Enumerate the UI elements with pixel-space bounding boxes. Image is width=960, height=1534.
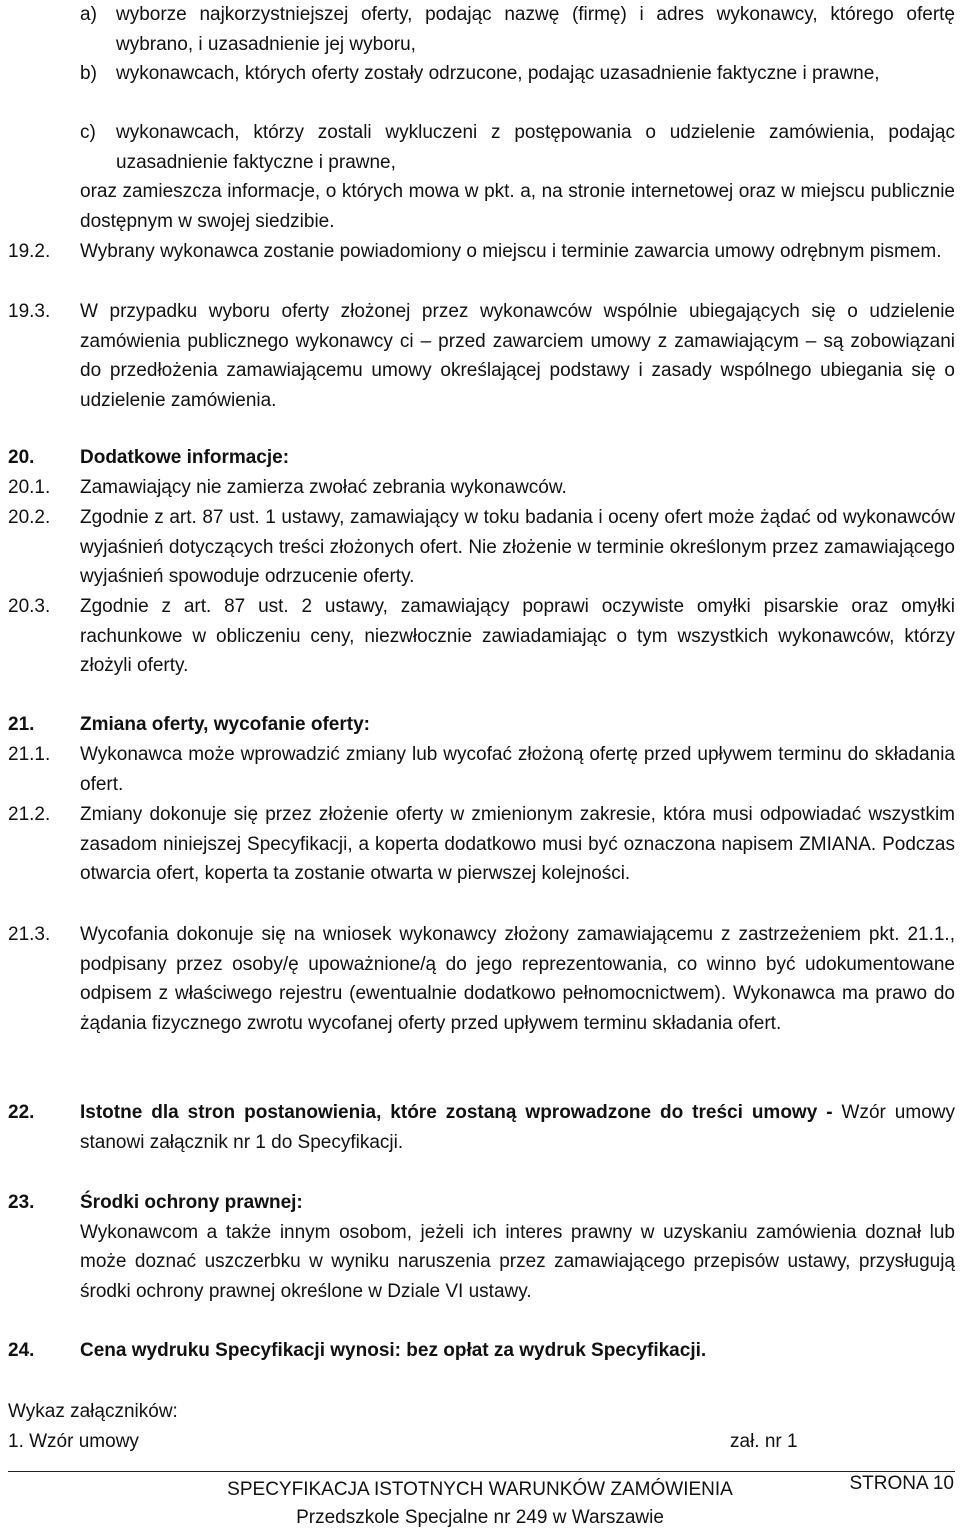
section-21-2 bbox=[8, 800, 955, 889]
section-heading: Istotne dla stron postanowienia, które zostaną wprowadzone do treści umowy - bbox=[80, 1102, 833, 1123]
section-text: Wycofania dokonuje się na wniosek wykonawcy złożony zamawiającemu z zastrzeżeniem pkt. 21.1., podpisany przez osoby/ę upoważnione/ą do jego reprezentowania, co winno być udokumentowane odpisem z właściwego rejestru (ewentualnie dodatkowo pełnomocnictwem). Wykonawca ma prawo do żądania fizycznego zwrotu wycofanej oferty przed upływem terminu składania ofert. bbox=[80, 924, 955, 1035]
section-21-3 bbox=[8, 920, 955, 1039]
attachment-name: 1. Wzór umowy bbox=[8, 1431, 139, 1452]
section-20-3 bbox=[8, 592, 955, 681]
section-heading: Zmiana oferty, wycofanie oferty: bbox=[80, 714, 370, 735]
section-heading: Cena wydruku Specyfikacji wynosi: bez opłat za wydruk Specyfikacji. bbox=[80, 1340, 707, 1361]
section-text: Zmiany dokonuje się przez złożenie oferty w zmienionym zakresie, która musi odpowiadać wszystkim zasadom niniejszej Specyfikacji, a koperta dodatkowo musi być oznaczona napisem ZMIANA. Podczas otwarcia ofert, koperta ta zostanie otwarta w pierwszej kolejności. bbox=[80, 804, 955, 885]
section-number: 21.1. bbox=[8, 744, 51, 765]
list-item-b bbox=[80, 59, 955, 89]
attachments-heading: Wykaz załączników: bbox=[8, 1401, 178, 1422]
footer-subtitle: Przedszkole Specjalne nr 249 w Warszawie bbox=[296, 1507, 664, 1528]
section-text: Zgodnie z art. 87 ust. 1 ustawy, zamawiający w toku badania i oceny ofert może żądać od wykonawców wyjaśnień dotyczących treści złożonych ofert. Nie złożenie w terminie określonym przez zamawiającego wyjaśnień spowoduje odrzucenie oferty. bbox=[80, 507, 955, 588]
section-text: Wykonawca może wprowadzić zmiany lub wycofać złożoną ofertę przed upływem terminu do składania ofert. bbox=[80, 744, 955, 795]
section-number: 20. bbox=[8, 447, 35, 468]
footer-divider bbox=[8, 1471, 955, 1472]
section-text: Wybrany wykonawca zostanie powiadomiony o miejscu i terminie zawarcia umowy odrębnym pismem. bbox=[80, 241, 942, 262]
section-number: 22. bbox=[8, 1102, 35, 1123]
section-number: 21.2. bbox=[8, 804, 51, 825]
section-number: 19.2. bbox=[8, 241, 51, 262]
section-number: 23. bbox=[8, 1192, 35, 1213]
section-number: 21.3. bbox=[8, 924, 51, 945]
section-22 bbox=[8, 1098, 955, 1157]
section-20-heading bbox=[8, 443, 955, 473]
section-heading: Dodatkowe informacje: bbox=[80, 447, 290, 468]
section-text: Zgodnie z art. 87 ust. 2 ustawy, zamawiający poprawi oczywiste omyłki pisarskie oraz omyłki rachunkowe w obliczeniu ceny, niezwłocznie zawiadamiając o tym wszystkich wykonawców, którzy złożyli oferty. bbox=[80, 596, 955, 677]
list-marker: c) bbox=[80, 122, 96, 143]
section-text: Zamawiający nie zamierza zwołać zebrania wykonawców. bbox=[80, 477, 567, 498]
section-text: W przypadku wyboru oferty złożonej przez wykonawców wspólnie ubiegających się o udzielenie zamówienia publicznego wykonawcy ci – przed zawarciem umowy z zamawiającym – są zobowiązani do przedłożenia zamawiającemu umowy określającej podstawy i zasady wspólnego ubiegania się o udzielenie zamówienia. bbox=[80, 301, 955, 412]
section-24 bbox=[8, 1336, 955, 1366]
section-number: 20.1. bbox=[8, 477, 51, 498]
attachment-ref: zał. nr 1 bbox=[730, 1431, 798, 1452]
section-number: 21. bbox=[8, 714, 35, 735]
section-21-heading bbox=[8, 710, 955, 740]
section-19-2 bbox=[8, 237, 955, 267]
attachment-row bbox=[8, 1427, 955, 1457]
list-item-text: wykonawcach, którzy zostali wykluczeni z postępowania o udzielenie zamówienia, podając uzasadnienie faktyczne i prawne, bbox=[116, 122, 955, 173]
section-text: Wzór umowy stanowi załącznik nr 1 do Specyfikacji. bbox=[80, 1102, 955, 1153]
section-heading: Środki ochrony prawnej: bbox=[80, 1192, 303, 1213]
page-number: STRONA 10 bbox=[849, 1473, 954, 1494]
list-marker: b) bbox=[80, 63, 97, 84]
list-item-text: wykonawcach, których oferty zostały odrzucone, podając uzasadnienie faktyczne i prawne, bbox=[116, 63, 880, 84]
section-text: Wykonawcom a także innym osobom, jeżeli ich interes prawny w uzyskaniu zamówienia doznał lub może doznać uszczerbku w wyniku naruszenia przez zamawiającego przepisów ustawy, przysługują środki ochrony prawnej określone w Dziale VI ustawy. bbox=[80, 1221, 955, 1303]
paragraph-oraz: oraz zamieszcza informacje, o których mowa w pkt. a, na stronie internetowej oraz w miejscu publicznie dostępnym w swojej siedzibie. bbox=[80, 181, 955, 232]
list-item-text: wyborze najkorzystniejszej oferty, podając nazwę (firmę) i adres wykonawcy, którego ofertę wybrano, i uzasadnienie jej wyboru, bbox=[116, 4, 955, 55]
footer-title: SPECYFIKACJA ISTOTNYCH WARUNKÓW ZAMÓWIENIA bbox=[227, 1479, 733, 1500]
section-number: 20.2. bbox=[8, 507, 51, 528]
list-marker: a) bbox=[80, 4, 97, 25]
section-20-2 bbox=[8, 503, 955, 592]
section-21-1 bbox=[8, 740, 955, 799]
section-20-1 bbox=[8, 473, 955, 503]
section-number: 24. bbox=[8, 1340, 35, 1361]
section-19-3 bbox=[8, 297, 955, 416]
section-23 bbox=[8, 1188, 955, 1307]
section-number: 19.3. bbox=[8, 301, 51, 322]
section-number: 20.3. bbox=[8, 596, 51, 617]
list-item-a bbox=[80, 0, 955, 59]
list-item-c bbox=[80, 118, 955, 177]
